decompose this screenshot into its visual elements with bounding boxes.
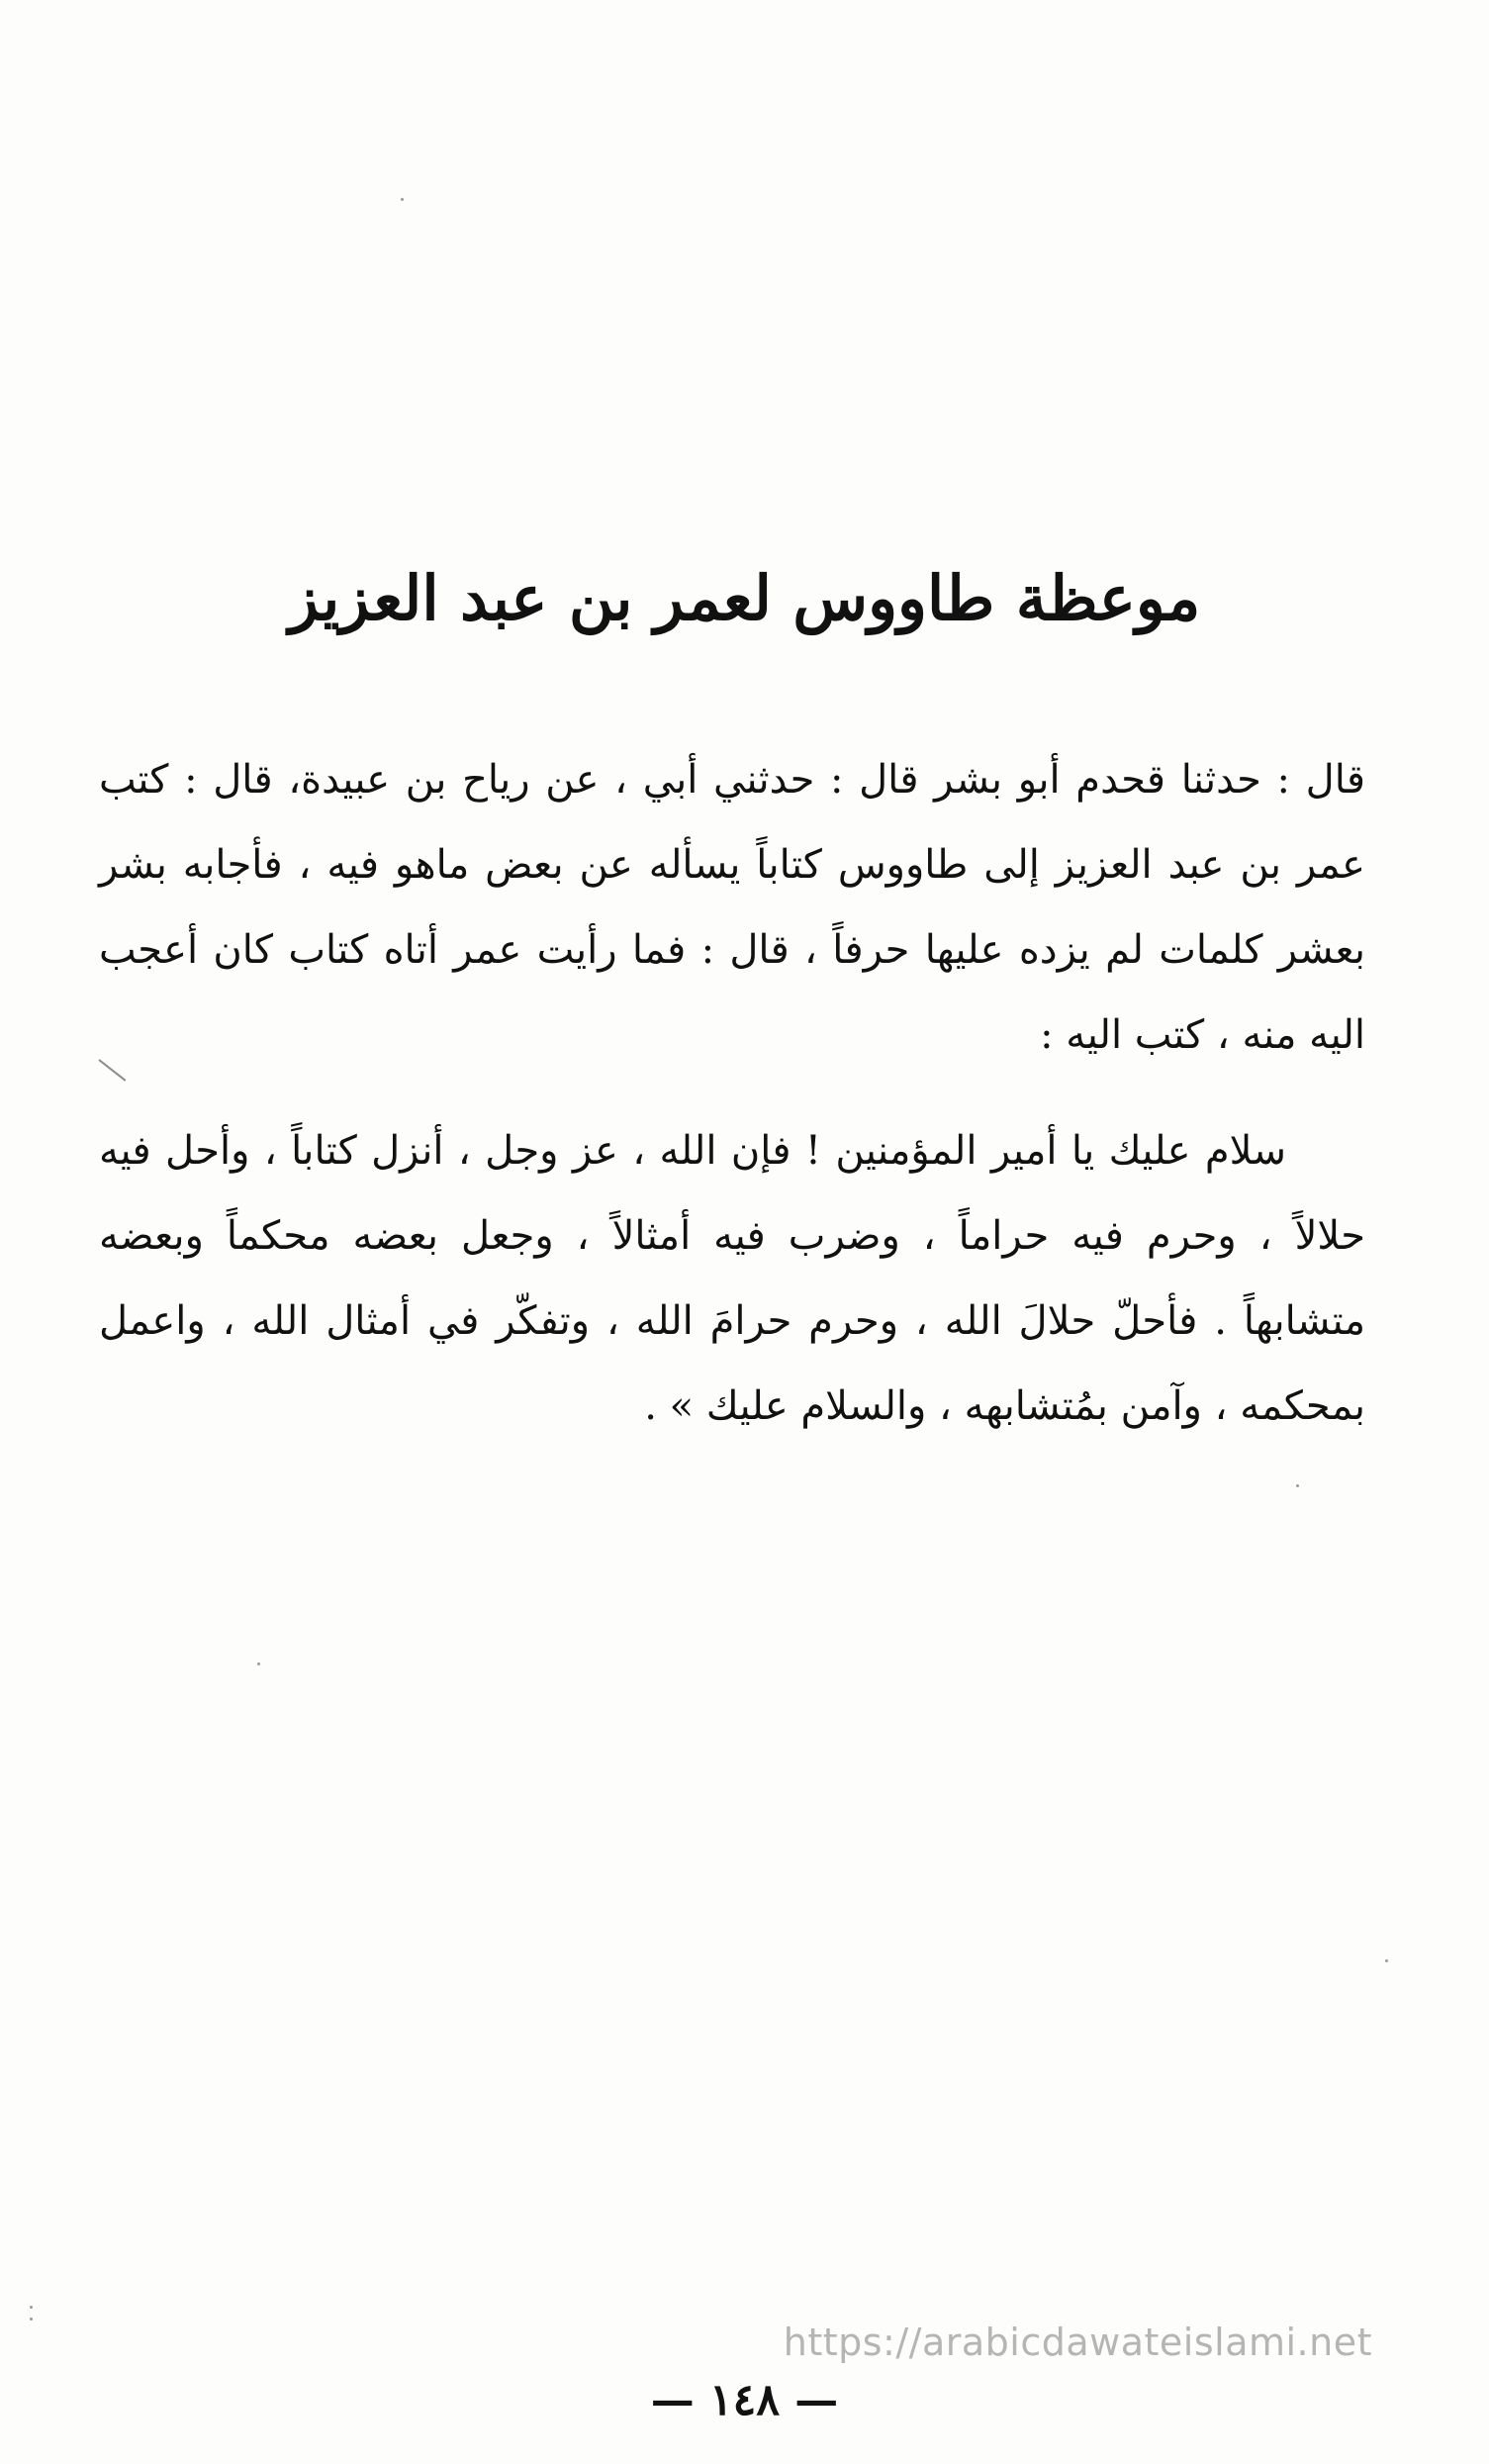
paper-speck xyxy=(30,2306,33,2309)
chapter-title: موعظة طاووس لعمر بن عبد العزيز xyxy=(288,562,1201,634)
paper-speck xyxy=(1296,1484,1299,1487)
letter-paragraph: سلام عليك يا أمير المؤمنين ! فإن الله ، عز وجل ، أنزل كتاباً ، وأحل فيه حلالاً ، وحرم فيه حراماً ، وضرب فيه أمثالاً ، وجعل بعضه محكماً وبعضه متشابهاً . فأحلّ حلالَ الله ، وحرم حرامَ الله ، وتفكّر في أمثال الله ، واعمل بمحكمه ، وآمن بمُتشابهه ، والسلام عليك » . xyxy=(99,1128,1365,1429)
page-number: — ١٤٨ — xyxy=(650,2375,839,2425)
narration-paragraph: قال : حدثنا قحدم أبو بشر قال : حدثني أبي ، عن رياح بن عبيدة، قال : كتب عمر بن عبد العزيز إلى طاووس كتاباً يسأله عن بعض ماهو فيه ، فأجابه بشر بعشر كلمات لم يزده عليها حرفاً ، قال : فما رأيت عمر أتاه كتاب كان أعجب اليه منه ، كتب اليه : xyxy=(99,757,1365,1058)
paper-speck xyxy=(1385,1959,1388,1962)
website-watermark: https://arabicdawateislami.net xyxy=(783,2321,1372,2364)
paper-speck xyxy=(257,1662,260,1665)
paper-speck xyxy=(30,2318,33,2321)
paper-speck xyxy=(401,198,404,201)
